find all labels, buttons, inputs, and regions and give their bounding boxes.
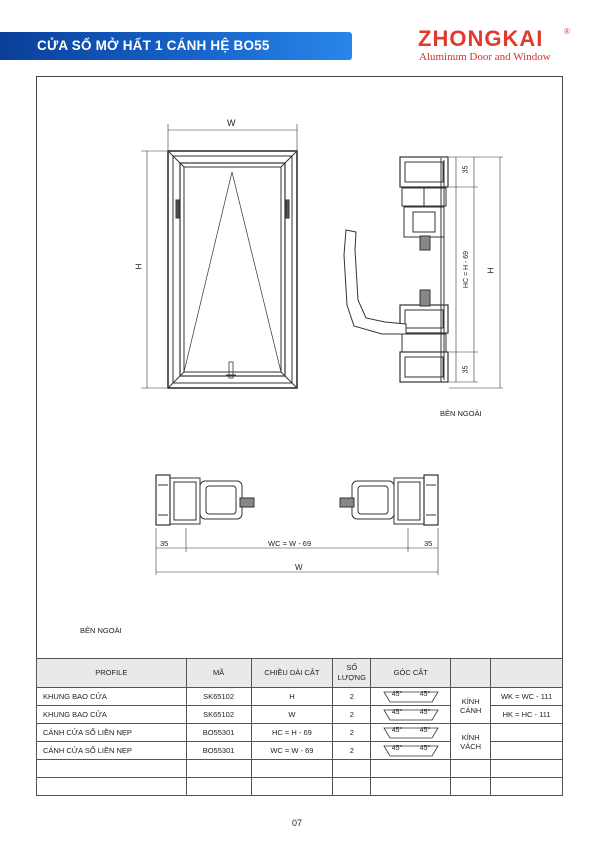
cell-qty: 2	[333, 706, 371, 724]
cell-angle	[371, 706, 451, 724]
table-row-empty	[37, 760, 563, 778]
registered-mark: ®	[564, 27, 570, 36]
cutting-table	[36, 658, 563, 796]
angle-icon: 45° 45°	[383, 709, 439, 721]
note-canh: KÍNH CÁNH	[451, 688, 491, 724]
header-qty: SỐ LƯỢNG	[333, 659, 371, 688]
cell-code: SK65102	[186, 688, 251, 706]
cell-code: SK65102	[186, 706, 251, 724]
window-elevation	[168, 151, 297, 388]
cell-length: WC = W - 69	[251, 742, 333, 760]
blank-cell	[491, 724, 563, 742]
plan-dim-left: 35	[160, 539, 169, 548]
cell-angle	[371, 688, 451, 706]
table-header-row	[37, 659, 563, 688]
cell-length: H	[251, 688, 333, 706]
page-title: CỬA SỔ MỞ HẤT 1 CÁNH HỆ BO55	[37, 38, 270, 53]
brand-logo: ZHONGKAI	[418, 26, 544, 51]
table-row	[37, 688, 563, 706]
formula-hk: HK = HC - 111	[491, 706, 563, 724]
cell-angle	[371, 724, 451, 742]
header-length: CHIỀU DÀI CẮT	[251, 659, 333, 688]
cell-length: HC = H - 69	[251, 724, 333, 742]
cell-qty: 2	[333, 688, 371, 706]
header-blank	[451, 659, 491, 688]
formula-wk: WK = WC - 111	[491, 688, 563, 706]
note-vach: KÍNH VÁCH	[451, 724, 491, 760]
cell-profile: KHUNG BAO CỬA	[37, 706, 187, 724]
cell-angle	[371, 742, 451, 760]
cell-profile: CÁNH CỬA SỔ LIỀN NẸP	[37, 742, 187, 760]
section-hc-label: HC = H - 69	[463, 250, 471, 289]
section-height-label: H	[486, 267, 496, 274]
table-row-empty	[37, 778, 563, 796]
plan-dim-middle: WC = W - 69	[268, 539, 312, 548]
cell-profile: KHUNG BAO CỬA	[37, 688, 187, 706]
plan-dim-right: 35	[424, 539, 433, 548]
angle-icon: 45° 45°	[383, 727, 439, 739]
header-code: MÃ	[186, 659, 251, 688]
cell-qty: 2	[333, 724, 371, 742]
horizontal-section	[156, 475, 438, 525]
cell-code: BO55301	[186, 724, 251, 742]
vertical-section	[344, 157, 448, 382]
cell-length: W	[251, 706, 333, 724]
angle-icon: 45° 45°	[383, 691, 439, 703]
blank-cell	[491, 742, 563, 760]
section-dim-top: 35	[462, 165, 470, 174]
cell-qty: 2	[333, 742, 371, 760]
header-profile: PROFILE	[37, 659, 187, 688]
header-blank	[491, 659, 563, 688]
table-row	[37, 724, 563, 742]
page-number: 07	[292, 818, 303, 828]
brand-tagline: Aluminum Door and Window	[419, 51, 551, 63]
width-label: W	[227, 118, 236, 128]
header-angle: GÓC CẮT	[371, 659, 451, 688]
outside-label-bottom: BÊN NGOÀI	[80, 626, 122, 635]
plan-width-label: W	[295, 563, 303, 572]
cell-code: BO55301	[186, 742, 251, 760]
angle-icon: 45° 45°	[383, 745, 439, 757]
outside-label-right: BÊN NGOÀI	[440, 409, 482, 418]
cell-profile: CÁNH CỬA SỔ LIỀN NẸP	[37, 724, 187, 742]
height-label: H	[134, 263, 144, 270]
section-dim-bottom: 35	[462, 365, 470, 374]
